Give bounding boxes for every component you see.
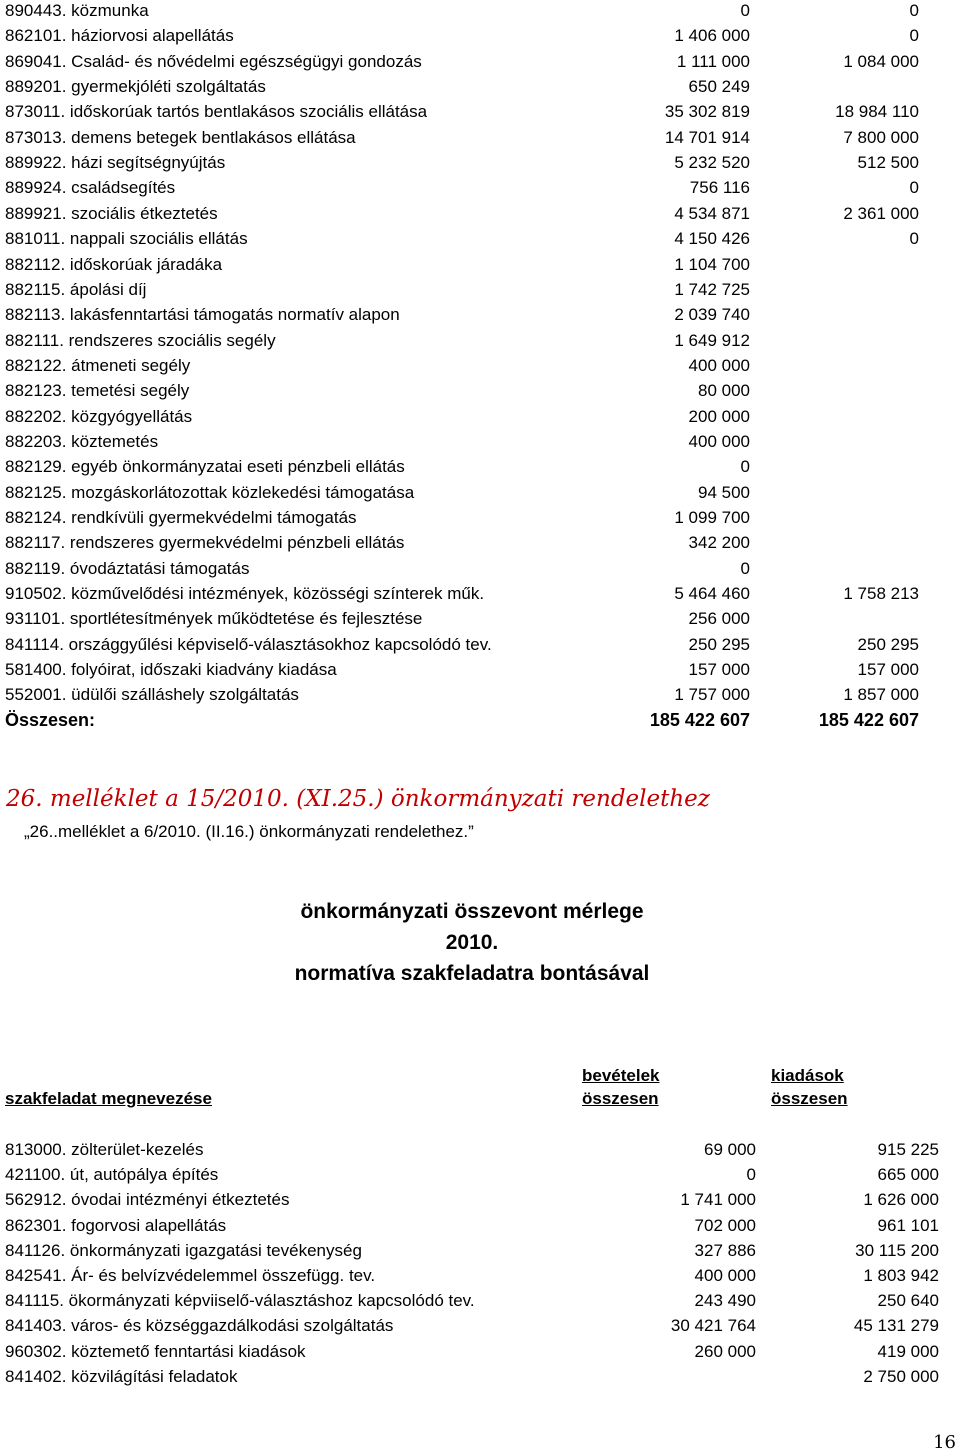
table-row bbox=[0, 454, 960, 479]
row-label: 882115. ápolási díj bbox=[5, 279, 147, 299]
row-expense: 18 984 110 bbox=[835, 102, 919, 122]
row-label: 889924. családsegítés bbox=[5, 178, 176, 198]
row-label: 862101. háziorvosi alapellátás bbox=[5, 26, 234, 46]
total-expense: 185 422 607 bbox=[818, 710, 919, 730]
row-revenue: 250 295 bbox=[688, 634, 750, 654]
row-label: 882202. közgyógyellátás bbox=[5, 406, 193, 426]
row-expense: 0 bbox=[909, 1, 919, 20]
row-revenue: 0 bbox=[740, 1, 750, 20]
total-revenue: 185 422 607 bbox=[649, 710, 750, 730]
row-label: 841403. város- és községgazdálkodási szolgáltatás bbox=[5, 1316, 394, 1336]
annex-handwritten-note: 26. melléklet a 15/2010. (XI.25.) önkormányzati rendelethez bbox=[6, 786, 710, 812]
row-label: 910502. közművelődési intézmények, közösségi színterek műk. bbox=[5, 584, 485, 604]
table-row bbox=[0, 1238, 960, 1263]
table-row bbox=[0, 1313, 960, 1338]
row-revenue: 5 464 460 bbox=[674, 584, 750, 604]
row-revenue: 0 bbox=[740, 457, 750, 477]
row-label: 882122. átmeneti segély bbox=[5, 355, 191, 375]
row-revenue: 69 000 bbox=[704, 1140, 756, 1159]
row-revenue: 0 bbox=[740, 558, 750, 578]
row-label: 841115. ökormányzati képviiselő-választáshoz kapcsolódó tev. bbox=[5, 1291, 475, 1311]
row-label: 889922. házi segítségnyújtás bbox=[5, 153, 226, 173]
row-label: 421100. út, autópálya építés bbox=[5, 1165, 219, 1185]
table-row bbox=[0, 1187, 960, 1212]
row-expense: 1 758 213 bbox=[843, 584, 919, 604]
row-label: 931101. sportlétesítmények működtetése és fejlesztése bbox=[5, 609, 423, 629]
title-line-1: önkormányzati összevont mérlege bbox=[300, 900, 644, 923]
table-row bbox=[0, 480, 960, 505]
row-expense: 7 800 000 bbox=[843, 127, 919, 147]
row-revenue: 94 500 bbox=[698, 482, 750, 502]
total-row bbox=[0, 708, 960, 733]
table-row bbox=[0, 606, 960, 631]
row-revenue: 1 741 000 bbox=[680, 1190, 756, 1210]
row-label: 862301. fogorvosi alapellátás bbox=[5, 1215, 227, 1235]
table-row bbox=[0, 1364, 960, 1389]
table-row bbox=[0, 556, 960, 581]
row-label: 869041. Család- és nővédelmi egészségügyi gondozás bbox=[5, 51, 422, 71]
table-row bbox=[0, 632, 960, 657]
table-row bbox=[0, 277, 960, 302]
row-expense: 2 361 000 bbox=[843, 203, 919, 223]
row-label: 890443. közmunka bbox=[5, 1, 149, 20]
table-row bbox=[0, 505, 960, 530]
table-row bbox=[0, 175, 960, 200]
page-number: 16 bbox=[933, 1432, 956, 1453]
header-expense-line2: összesen bbox=[771, 1089, 848, 1108]
title-line-2: 2010. bbox=[445, 931, 499, 954]
table-row bbox=[0, 302, 960, 327]
row-revenue: 35 302 819 bbox=[664, 102, 750, 122]
row-revenue: 5 232 520 bbox=[674, 153, 750, 173]
row-label: 882113. lakásfenntartási támogatás normatív alapon bbox=[5, 305, 400, 325]
row-expense: 1 803 942 bbox=[863, 1266, 939, 1285]
row-revenue: 256 000 bbox=[688, 609, 750, 629]
row-expense: 665 000 bbox=[877, 1165, 939, 1185]
row-expense: 419 000 bbox=[877, 1341, 939, 1361]
row-label: 882203. köztemetés bbox=[5, 431, 159, 451]
header-revenue-line2: összesen bbox=[582, 1089, 659, 1108]
table-row bbox=[0, 74, 960, 99]
row-expense: 915 225 bbox=[877, 1140, 939, 1159]
table-row bbox=[0, 404, 960, 429]
header-revenue-line1: bevételek bbox=[582, 1066, 660, 1085]
table-row bbox=[0, 252, 960, 277]
row-revenue: 243 490 bbox=[694, 1291, 756, 1311]
row-label: 841402. közvilágítási feladatok bbox=[5, 1366, 238, 1386]
row-expense: 250 295 bbox=[857, 634, 919, 654]
table-row bbox=[0, 150, 960, 175]
row-expense: 157 000 bbox=[857, 660, 919, 680]
row-revenue: 1 757 000 bbox=[674, 685, 750, 705]
row-revenue: 1 406 000 bbox=[674, 26, 750, 46]
row-label: 562912. óvodai intézményi étkeztetés bbox=[5, 1190, 290, 1210]
row-revenue: 400 000 bbox=[688, 431, 750, 451]
table-row bbox=[0, 1263, 960, 1288]
row-revenue: 1 099 700 bbox=[674, 508, 750, 527]
row-expense: 512 500 bbox=[857, 153, 919, 173]
table-row bbox=[0, 378, 960, 403]
table-row bbox=[0, 125, 960, 150]
annex-reference: „26..melléklet a 6/2010. (II.16.) önkormányzati rendelethez.” bbox=[24, 822, 474, 841]
header-expense-line1: kiadások bbox=[771, 1066, 844, 1085]
row-label: 842541. Ár- és belvízvédelemmel összefügg. tev. bbox=[5, 1266, 376, 1285]
row-revenue: 260 000 bbox=[694, 1341, 756, 1361]
table-row bbox=[0, 1162, 960, 1187]
row-revenue: 400 000 bbox=[694, 1266, 756, 1285]
row-expense: 0 bbox=[909, 178, 919, 198]
row-revenue: 4 534 871 bbox=[674, 203, 750, 223]
row-revenue: 14 701 914 bbox=[664, 127, 750, 147]
total-label: Összesen: bbox=[5, 710, 96, 730]
row-expense: 45 131 279 bbox=[853, 1316, 939, 1336]
row-label: 881011. nappali szociális ellátás bbox=[5, 229, 248, 249]
table-row bbox=[0, 1339, 960, 1364]
row-label: 581400. folyóirat, időszaki kiadvány kiadása bbox=[5, 660, 337, 680]
row-label: 813000. zölterület-kezelés bbox=[5, 1140, 204, 1159]
row-label: 882112. időskorúak járadáka bbox=[5, 254, 223, 274]
row-label: 882129. egyéb önkormányzatai eseti pénzbeli ellátás bbox=[5, 457, 405, 477]
table-row bbox=[0, 201, 960, 226]
row-expense: 961 101 bbox=[877, 1215, 939, 1235]
row-expense: 0 bbox=[909, 229, 919, 249]
table-row bbox=[0, 0, 960, 23]
row-revenue: 650 249 bbox=[688, 77, 750, 97]
table-row bbox=[0, 530, 960, 555]
row-label: 841114. országgyűlési képviselő-választásokhoz kapcsolódó tev. bbox=[5, 634, 492, 654]
row-revenue: 327 886 bbox=[694, 1240, 756, 1260]
row-revenue: 400 000 bbox=[688, 355, 750, 375]
table-row bbox=[0, 1213, 960, 1238]
row-expense: 30 115 200 bbox=[855, 1240, 939, 1260]
row-revenue: 4 150 426 bbox=[674, 229, 750, 249]
row-label: 882125. mozgáskorlátozottak közlekedési támogatása bbox=[5, 482, 415, 502]
table-row bbox=[0, 1288, 960, 1313]
row-label: 882119. óvodáztatási támogatás bbox=[5, 558, 250, 578]
row-label: 882111. rendszeres szociális segély bbox=[5, 330, 276, 350]
row-expense: 2 750 000 bbox=[863, 1366, 939, 1386]
table-row bbox=[0, 429, 960, 454]
row-label: 873011. időskorúak tartós bentlakásos szociális ellátása bbox=[5, 102, 428, 122]
row-label: 889921. szociális étkeztetés bbox=[5, 203, 218, 223]
row-expense: 1 084 000 bbox=[843, 51, 919, 71]
row-expense: 250 640 bbox=[877, 1291, 939, 1311]
table-row bbox=[0, 328, 960, 353]
table-row bbox=[0, 23, 960, 48]
table-row bbox=[0, 99, 960, 124]
title-line-3: normatíva szakfeladatra bontásával bbox=[294, 962, 650, 985]
row-label: 882124. rendkívüli gyermekvédelmi támogatás bbox=[5, 508, 357, 527]
table-row bbox=[0, 49, 960, 74]
table-row bbox=[0, 353, 960, 378]
row-revenue: 756 116 bbox=[689, 178, 750, 198]
row-label: 889201. gyermekjóléti szolgáltatás bbox=[5, 77, 266, 97]
row-expense: 1 626 000 bbox=[863, 1190, 939, 1210]
row-revenue: 80 000 bbox=[698, 381, 750, 401]
row-revenue: 30 421 764 bbox=[670, 1316, 756, 1336]
row-revenue: 702 000 bbox=[694, 1215, 756, 1235]
row-label: 841126. önkormányzati igazgatási tevékenység bbox=[5, 1240, 362, 1260]
row-revenue: 1 111 000 bbox=[676, 51, 750, 71]
row-label: 960302. köztemető fenntartási kiadások bbox=[5, 1341, 306, 1361]
row-label: 552001. üdülői szálláshely szolgáltatás bbox=[5, 685, 299, 705]
row-expense: 1 857 000 bbox=[843, 685, 919, 705]
header-name: szakfeladat megnevezése bbox=[5, 1089, 212, 1108]
row-revenue: 2 039 740 bbox=[674, 305, 750, 325]
table-row bbox=[0, 226, 960, 251]
row-label: 882117. rendszeres gyermekvédelmi pénzbeli ellátás bbox=[5, 533, 405, 553]
row-revenue: 1 742 725 bbox=[674, 279, 750, 299]
row-revenue: 342 200 bbox=[688, 533, 750, 553]
row-expense: 0 bbox=[909, 26, 919, 46]
row-revenue: 0 bbox=[746, 1165, 756, 1185]
row-label: 882123. temetési segély bbox=[5, 381, 190, 401]
row-revenue: 200 000 bbox=[688, 406, 750, 426]
table-row bbox=[0, 682, 960, 707]
row-revenue: 1 649 912 bbox=[674, 330, 750, 350]
row-revenue: 157 000 bbox=[688, 660, 750, 680]
table-row bbox=[0, 1137, 960, 1162]
row-label: 873013. demens betegek bentlakásos ellátása bbox=[5, 127, 356, 147]
table-row bbox=[0, 657, 960, 682]
row-revenue: 1 104 700 bbox=[674, 254, 750, 274]
table-row bbox=[0, 581, 960, 606]
